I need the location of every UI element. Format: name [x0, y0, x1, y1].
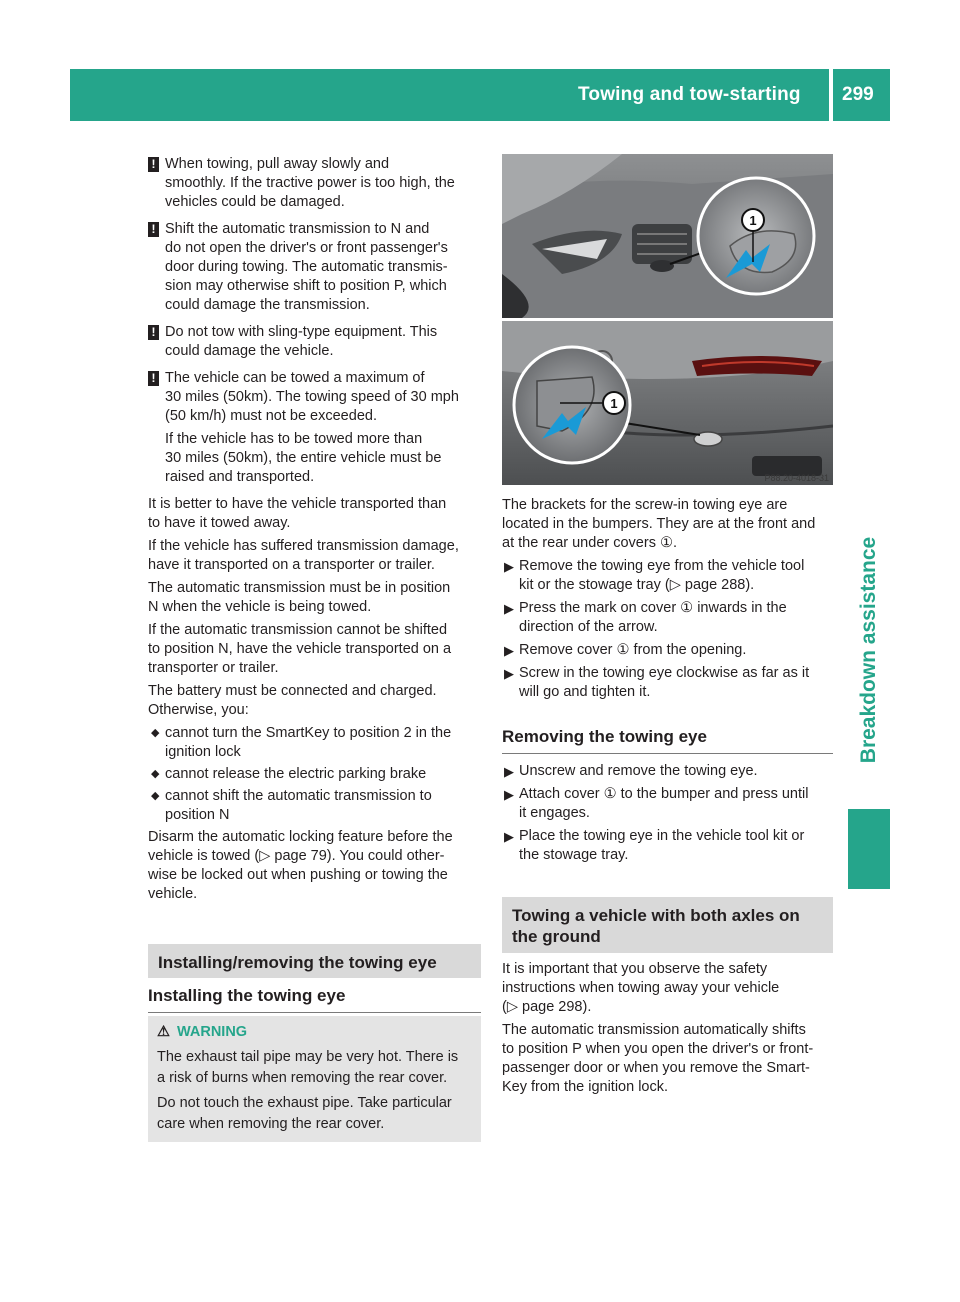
towing-both-axles-text: [502, 960, 834, 1101]
chapter-side-tab: [848, 500, 890, 800]
notice-text: sion may otherwise shift to position P, which: [165, 278, 447, 294]
step-arrow-icon: ▶: [504, 787, 514, 802]
section-heading-installing-removing: Installing/removing the towing eye: [148, 944, 481, 978]
warning-triangle-icon: ⚠: [157, 1024, 170, 1040]
notice-text: Shift the automatic transmission to N and: [165, 221, 430, 237]
step-arrow-icon: ▶: [504, 559, 514, 574]
callout-1-front: 1: [749, 213, 757, 228]
instruction-step: ▶ Remove cover ① from the opening.: [504, 642, 747, 658]
subsection-heading-installing: Installing the towing eye: [148, 986, 481, 1013]
paragraph: The battery must be connected and charged. Otherwise, you:: [148, 683, 437, 718]
front-bumper-illustration: [502, 154, 833, 318]
bullet-icon: ◆: [151, 727, 160, 739]
rear-bumper-image: [502, 321, 833, 485]
instruction-step: ▶ Unscrew and remove the towing eye.: [504, 763, 758, 779]
notice-1: [148, 155, 481, 212]
warning-title: ⚠ WARNING: [157, 1022, 473, 1043]
bullet-icon: ◆: [151, 790, 160, 802]
notice-text: do not open the driver's or front passenger's: [165, 240, 448, 256]
notice-text: door during towing. The automatic transmis-: [165, 259, 448, 275]
front-bumper-image: [502, 154, 833, 318]
section-heading-towing-both-axles: Towing a vehicle with both axles on the ground: [502, 897, 833, 953]
instruction-step: ▶ Press the mark on cover ① inwards in the direction of the arrow.: [504, 600, 787, 635]
notice-text: raised and transported.: [165, 469, 315, 485]
warning-text: Do not touch the exhaust pipe. Take particular care when removing the rear cover.: [157, 1095, 452, 1132]
notice-text: (50 km/h) must not be exceeded.: [165, 408, 377, 424]
warning-box: [148, 1016, 481, 1142]
instruction-step: ▶ Remove the towing eye from the vehicle tool kit or the stowage tray (▷ page 288).: [504, 558, 805, 593]
page-number: 299: [842, 84, 874, 105]
notice-icon: !: [148, 371, 159, 386]
paragraph: Disarm the automatic locking feature before the vehicle is towed (▷ page 79). You could other- wise be locked out when pushing or towing the vehicle.: [148, 829, 453, 902]
notice-text: smoothly. If the tractive power is too high, the: [165, 175, 455, 191]
left-column: [148, 155, 481, 908]
notice-2: [148, 220, 481, 315]
notice-4: [148, 369, 481, 487]
rear-bumper-illustration: [502, 321, 833, 485]
paragraph: If the automatic transmission cannot be shifted to position N, have the vehicle transported on a transporter or trailer.: [148, 622, 452, 676]
step-arrow-icon: ▶: [504, 764, 514, 779]
notice-text: 30 miles (50km), the entire vehicle must be: [165, 450, 442, 466]
notice-text: Do not tow with sling-type equipment. This: [165, 324, 438, 340]
notice-text: could damage the transmission.: [165, 297, 370, 313]
instruction-step: ▶ Attach cover ① to the bumper and press until it engages.: [504, 786, 809, 821]
image-credit: P88.20-4018-31: [764, 473, 829, 483]
notice-icon: !: [148, 222, 159, 237]
paragraph: If the vehicle has suffered transmission damage, have it transported on a transporter or trailer.: [148, 538, 459, 573]
instruction-step: ▶ Place the towing eye in the vehicle tool kit or the stowage tray.: [504, 828, 805, 863]
right-column: [502, 496, 834, 706]
instruction-step: ▶ Screw in the towing eye clockwise as far as it will go and tighten it.: [504, 665, 810, 700]
paragraph: The automatic transmission must be in position N when the vehicle is being towed.: [148, 580, 451, 615]
warning-text: The exhaust tail pipe may be very hot. There is a risk of burns when removing the rear cover.: [157, 1049, 459, 1086]
notice-text: When towing, pull away slowly and: [165, 156, 390, 172]
callout-1-rear: 1: [610, 396, 618, 411]
step-arrow-icon: ▶: [504, 601, 514, 616]
notice-icon: !: [148, 157, 159, 172]
paragraph: It is important that you observe the safety instructions when towing away your vehicle (▷ page 298).: [502, 961, 780, 1015]
step-arrow-icon: ▶: [504, 829, 514, 844]
notice-text: The vehicle can be towed a maximum of: [165, 370, 425, 386]
notice-text: 30 miles (50km). The towing speed of 30 mph: [165, 389, 459, 405]
chapter-marker-block: [848, 809, 890, 889]
list-item: ◆ cannot turn the SmartKey to position 2 in the ignition lock: [151, 725, 452, 760]
page-header-title: Towing and tow-starting: [578, 84, 801, 105]
header-divider: [829, 69, 833, 121]
list-item: ◆ cannot shift the automatic transmission to position N: [151, 788, 432, 823]
list-item: ◆ cannot release the electric parking brake: [151, 766, 427, 782]
paragraph: The automatic transmission automatically shifts to position P when you open the driver's or front- passenger door or when you remove the Smart- Key from the ignition lock.: [502, 1022, 814, 1095]
notice-text: could damage the vehicle.: [165, 343, 334, 359]
paragraph: It is better to have the vehicle transported than to have it towed away.: [148, 496, 447, 531]
removing-steps: [502, 762, 834, 869]
bullet-icon: ◆: [151, 768, 160, 780]
step-arrow-icon: ▶: [504, 643, 514, 658]
step-arrow-icon: ▶: [504, 666, 514, 681]
subsection-heading-removing: Removing the towing eye: [502, 727, 833, 754]
notice-text: If the vehicle has to be towed more than: [165, 431, 423, 447]
notice-text: vehicles could be damaged.: [165, 194, 345, 210]
notice-3: [148, 323, 481, 361]
paragraph: The brackets for the screw-in towing eye are located in the bumpers. They are at the front and at the rear under covers ①.: [502, 497, 816, 551]
notice-icon: !: [148, 325, 159, 340]
chapter-tab-label: Breakdown assistance: [857, 536, 880, 764]
